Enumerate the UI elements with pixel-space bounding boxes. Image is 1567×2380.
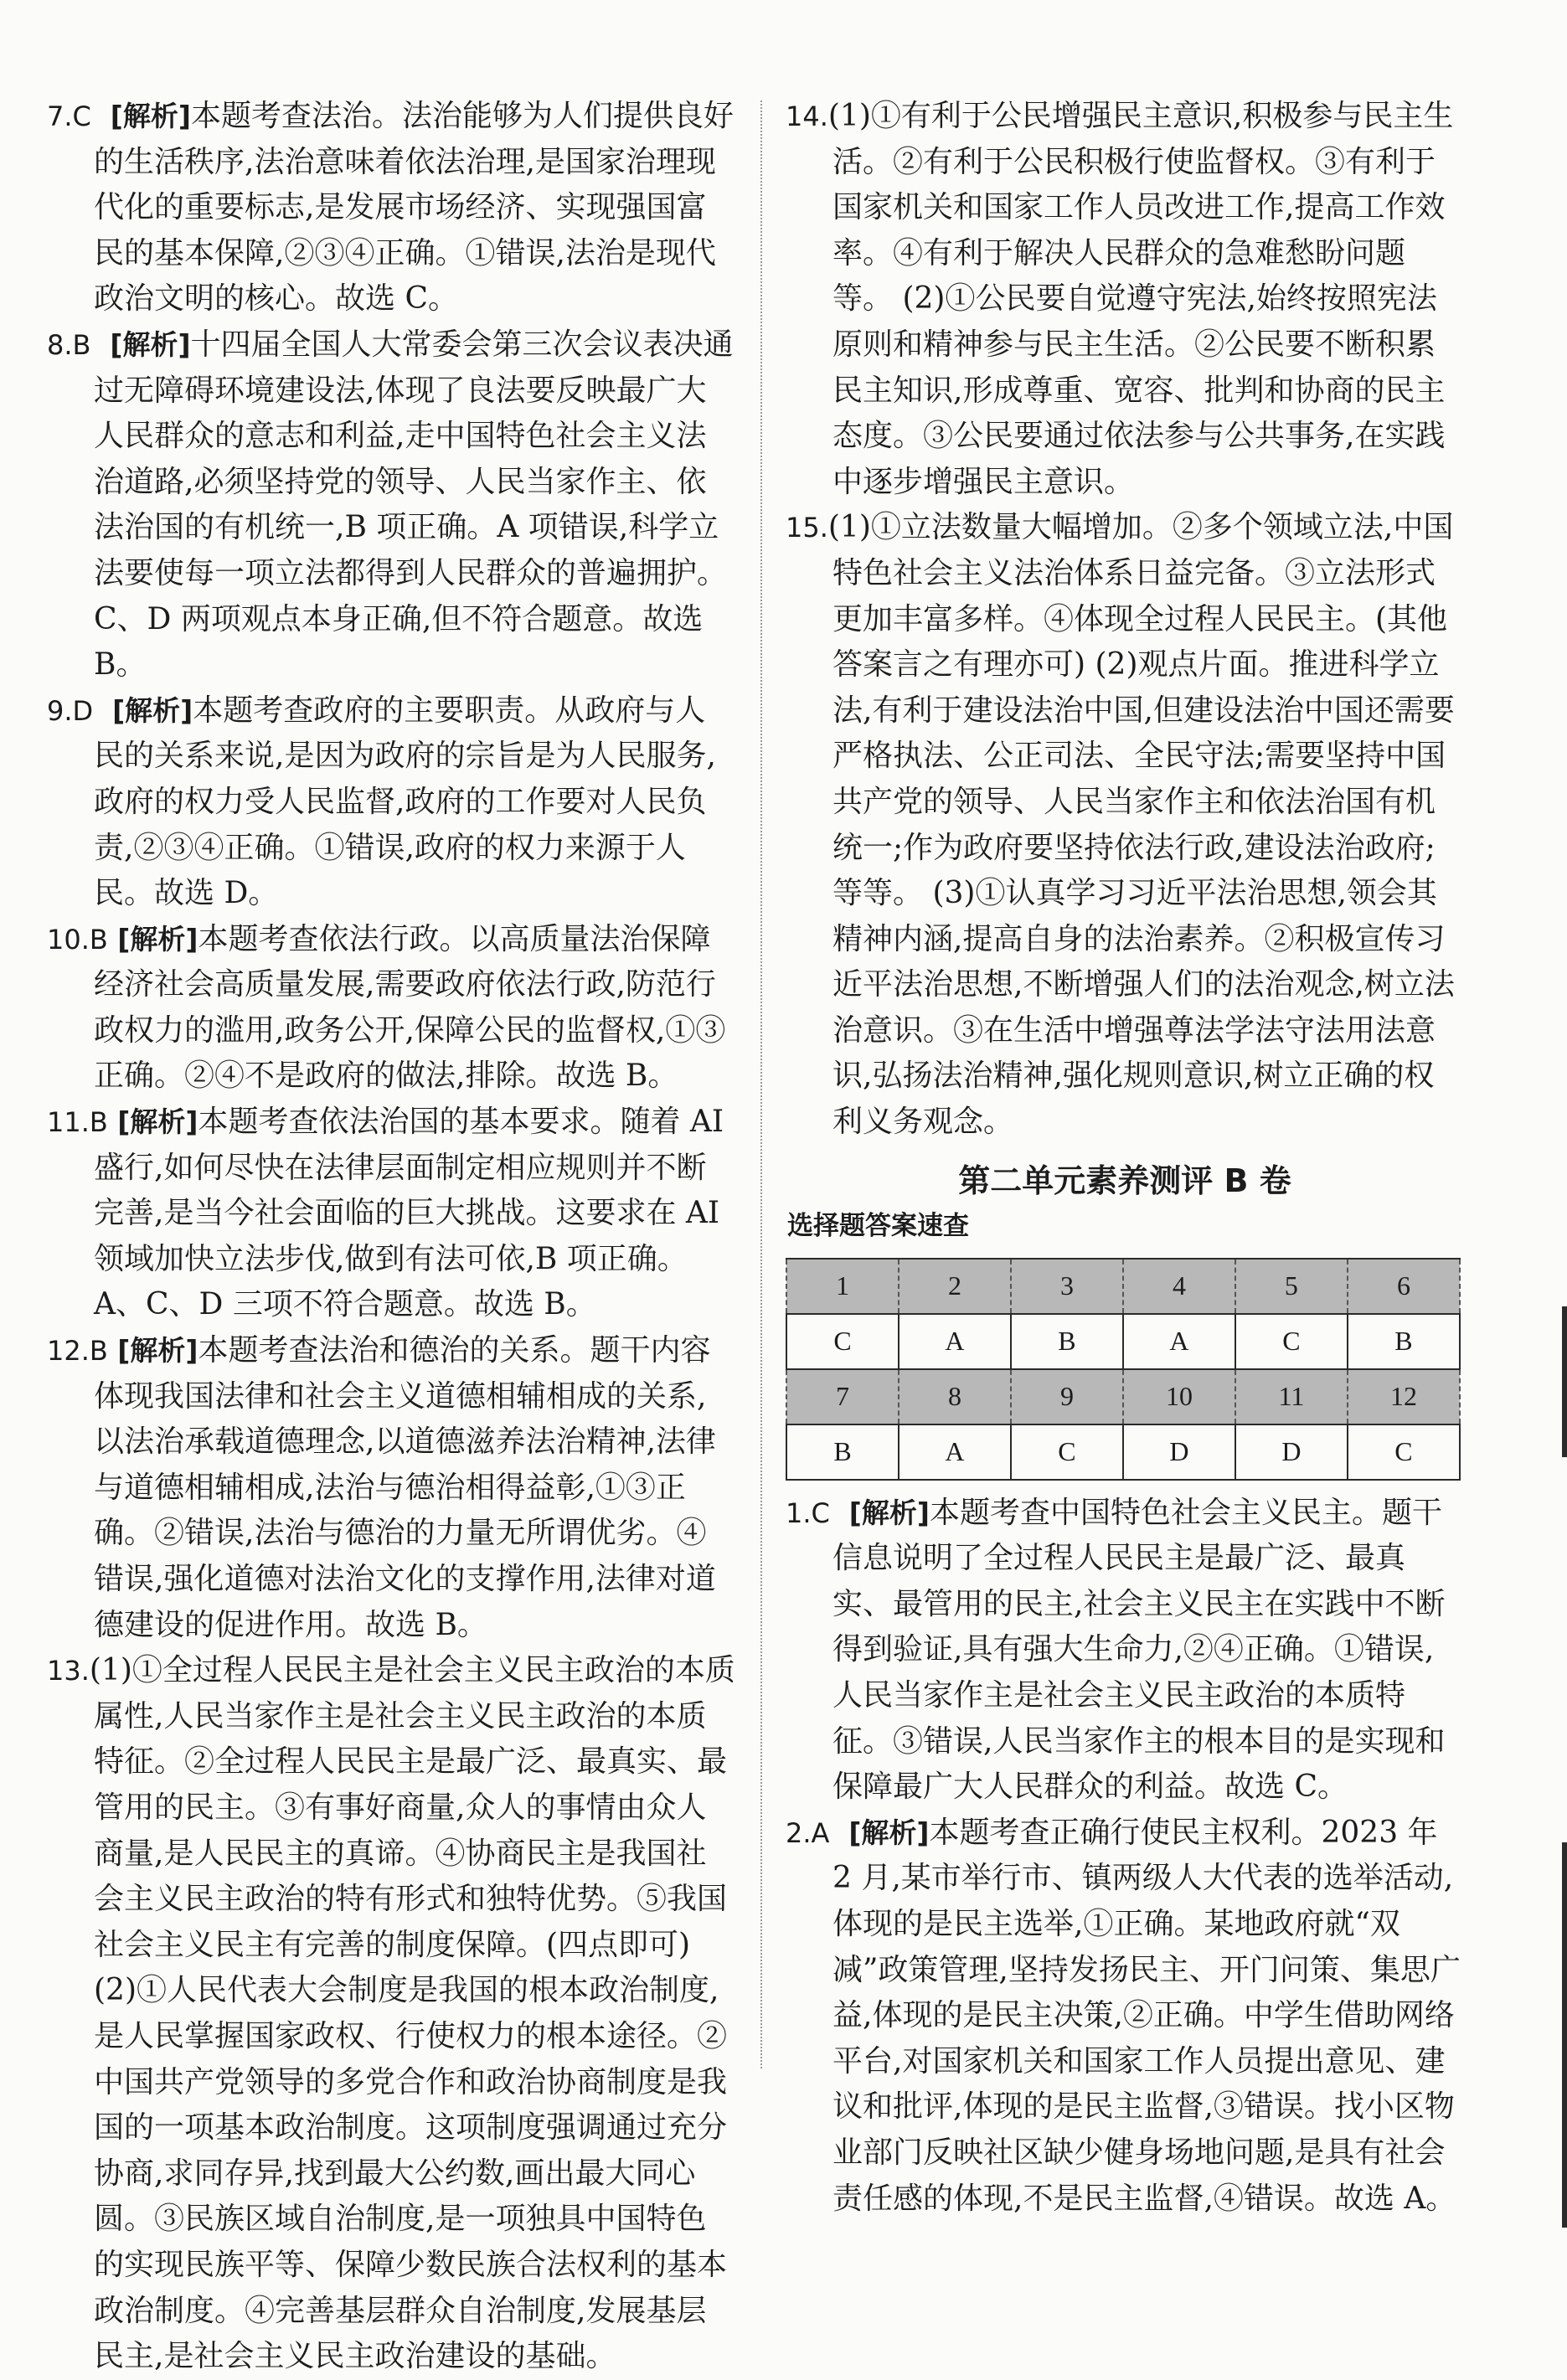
table-row — [786, 1259, 1460, 1314]
binding-edge-mark — [1562, 1842, 1567, 2228]
question-number-cell: 9 — [1011, 1369, 1123, 1424]
question-number-cell: 8 — [899, 1369, 1011, 1424]
answer-cell: A — [1123, 1314, 1235, 1369]
question-number-cell: 12 — [1348, 1369, 1460, 1424]
answer-cell: B — [1011, 1314, 1123, 1369]
answer-item-b1: 1.C [解析]本题考查中国特色社会主义民主。题干信息说明了全过程人民民主是最广泛、最真实、最管用的民主,社会主义民主在实践中不断得到验证,具有强大生命力,②④正确。①错误,人民当家作主是社会主义民主政治的本质特征。③错误,人民当家作主的根本目的是实现和保障最广大人民群众的利益。故选 C。 — [786, 1495, 1446, 1805]
question-number-cell: 5 — [1235, 1259, 1348, 1314]
question-number-cell: 1 — [786, 1259, 899, 1314]
left-column — [47, 94, 735, 2380]
answer-cell: A — [899, 1314, 1011, 1369]
question-number-cell: 10 — [1123, 1369, 1235, 1424]
right-column — [786, 94, 1464, 2222]
question-number-cell: 3 — [1011, 1259, 1123, 1314]
question-number-cell: 4 — [1123, 1259, 1235, 1314]
column-divider — [760, 100, 762, 2068]
binding-edge-mark — [1562, 1306, 1567, 1457]
answer-item-7: 7.C [解析]本题考查法治。法治能够为人们提供良好的生活秩序,法治意味着依法治理,是国家治理现代化的重要标志,是发展市场经济、实现强国富民的基本保障,②③④正确。①错误,法治是现代政治文明的核心。故选 C。 — [47, 99, 734, 317]
question-number-cell: 6 — [1348, 1259, 1460, 1314]
answer-item-9: 9.D [解析]本题考查政府的主要职责。从政府与人民的关系来说,是因为政府的宗旨是为人民服务,政府的权力受人民监督,政府的工作要对人民负责,②③④正确。①错误,政府的权力来源于人民。故选 D。 — [47, 693, 716, 911]
answer-cell: B — [786, 1424, 899, 1480]
answer-cell: C — [1235, 1314, 1348, 1369]
table-row — [786, 1314, 1460, 1369]
answer-item-b2: 2.A [解析]本题考查正确行使民主权利。2023 年 2 月,某市举行市、镇两级人大代表的选举活动,体现的是民主选举,①正确。某地政府就“双减”政策管理,坚持发扬民主、开门问策、集思广益,体现的是民主决策,②正确。中学生借助网络平台,对国家机关和国家工作人员提出意见、建议和批评,体现的是民主监督,③错误。找小区物业部门反映社区缺少健身场地问题,是具有社会责任感的体现,不是民主监督,④错误。故选 A。 — [786, 1815, 1461, 2216]
answer-item-15: 15.(1)①立法数量大幅增加。②多个领域立法,中国特色社会主义法治体系日益完备。③立法形式更加丰富多样。④体现全过程人民民主。(其他答案言之有理亦可) (2)观点片面。推进科学立法,有利于建设法治中国,但建设法治中国还需要严格执法、公正司法、全民守法;需要坚持中国共产党的领导、人民当家作主和依法治国有机统一;作为政府要坚持依法行政,建设法治政府;等等。 (3)①认真学习习近平法治思想,领会其精神内涵,提高自身的法治素养。②积极宣传习近平法治思想,不断增强人们的法治观念,树立法治意识。③在生活中增强尊法学法守法用法意识,弘扬法治精神,强化规则意识,树立正确的权利义务观念。 — [786, 510, 1455, 1140]
answer-cell: C — [1348, 1424, 1460, 1480]
answer-item-14: 14.(1)①有利于公民增强民主意识,积极参与民主生活。②有利于公民积极行使监督权。③有利于国家机关和国家工作人员改进工作,提高工作效率。④有利于解决人民群众的急难愁盼问题等。 (2)①公民要自觉遵守宪法,始终按照宪法原则和精神参与民主生活。②公民要不断积累民主知识,形成尊重、宽容、批判和协商的民主态度。③公民要通过依法参与公共事务,在实践中逐步增强民主意识。 — [786, 99, 1454, 499]
question-number-cell: 2 — [899, 1259, 1011, 1314]
question-number-cell: 11 — [1235, 1369, 1348, 1424]
answer-key-table — [786, 1258, 1461, 1481]
answer-item-8: 8.B [解析]十四届全国人大常委会第三次会议表决通过无障碍环境建设法,体现了良法要反映最广大人民群众的意志和利益,走中国特色社会主义法治道路,必须坚持党的领导、人民当家作主、依法治国的有机统一,B 项正确。A 项错误,科学立法要使每一项立法都得到人民群众的普遍拥护。C、D 两项观点本身正确,但不符合题意。故选 B。 — [47, 327, 734, 683]
answer-key-heading: 选择题答案速查 — [787, 1210, 969, 1241]
answer-cell: D — [1235, 1424, 1348, 1480]
answer-cell: A — [899, 1424, 1011, 1480]
answer-item-11: 11.B [解析]本题考查依法治国的基本要求。随着 AI 盛行,如何尽快在法律层面制定相应规则并不断完善,是当今社会面临的巨大挑战。这要求在 AI 领域加快立法步伐,做到有法可依,B 项正确。A、C、D 三项不符合题意。故选 B。 — [47, 1105, 724, 1322]
answer-cell: B — [1348, 1314, 1460, 1369]
question-number-cell: 7 — [786, 1369, 899, 1424]
answer-item-12: 12.B [解析]本题考查法治和德治的关系。题干内容体现我国法律和社会主义道德相辅相成的关系,以法治承载道德理念,以道德滋养法治精神,法律与道德相辅相成,法治与德治相得益彰,①③正确。②错误,法治与德治的力量无所谓优劣。④错误,强化道德对法治文化的支撑作用,法律对道德建设的促进作用。故选 B。 — [47, 1333, 716, 1642]
answer-cell: C — [786, 1314, 899, 1369]
answer-cell: D — [1123, 1424, 1235, 1480]
table-row — [786, 1369, 1460, 1424]
answer-item-10: 10.B [解析]本题考查依法行政。以高质量法治保障经济社会高质量发展,需要政府依法行政,防范行政权力的滥用,政务公开,保障公民的监督权,①③正确。②④不是政府的做法,排除。故选 B。 — [47, 921, 726, 1094]
table-row — [786, 1424, 1460, 1480]
answer-cell: C — [1011, 1424, 1123, 1480]
section-title: 第二单元素养测评 B 卷 — [958, 1162, 1291, 1199]
answer-item-13: 13.(1)①全过程人民民主是社会主义民主政治的本质属性,人民当家作主是社会主义民主政治的本质特征。②全过程人民民主是最广泛、最真实、最管用的民主。③有事好商量,众人的事情由众人商量,是人民民主的真谛。④协商民主是我国社会主义民主政治的特有形式和独特优势。⑤我国社会主义民主有完善的制度保障。(四点即可) (2)①人民代表大会制度是我国的根本政治制度,是人民掌握国家政权、行使权力的根本途径。②中国共产党领导的多党合作和政治协商制度是我国的一项基本政治制度。这项制度强调通过充分协商,求同存异,找到最大公约数,画出最大同心圆。③民族区域自治制度,是一项独具中国特色的实现民族平等、保障少数民族合法权利的基本政治制度。④完善基层群众自治制度,发展基层民主,是社会主义民主政治建设的基础。 — [47, 1653, 735, 2374]
